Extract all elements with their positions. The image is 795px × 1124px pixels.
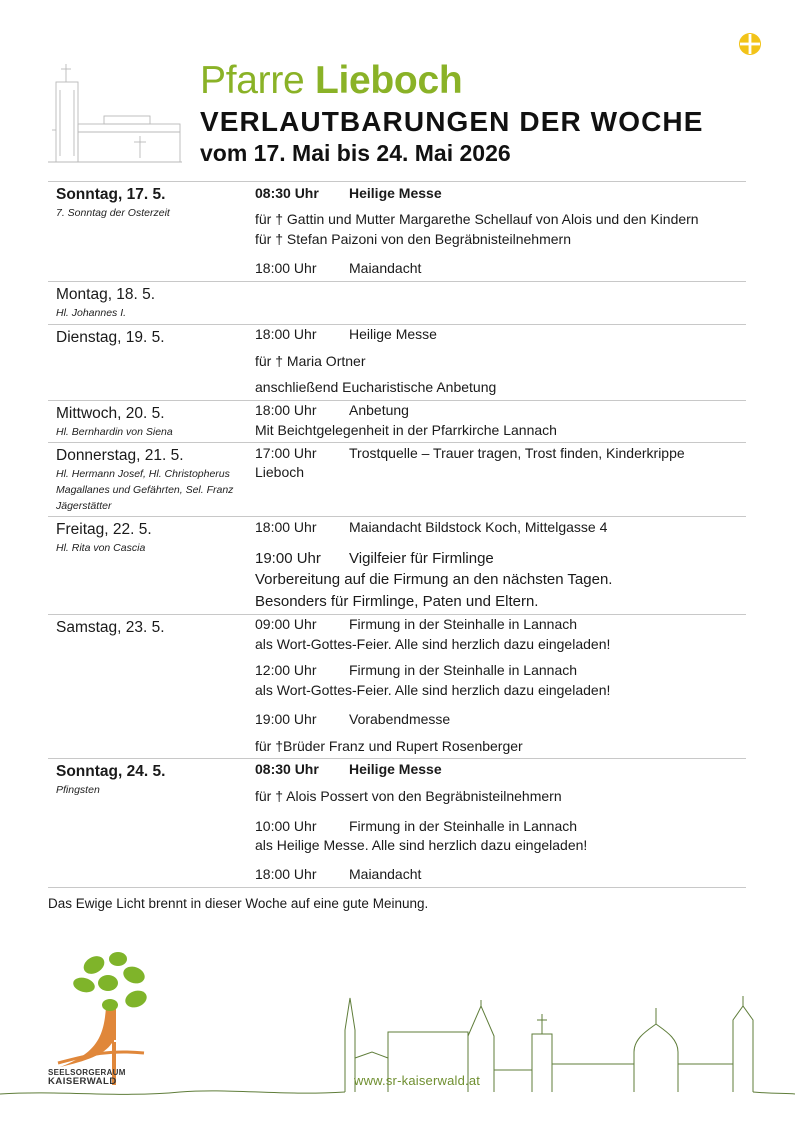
event-line (255, 210, 699, 229)
event-time: 09:00 Uhr (255, 616, 317, 632)
weekly-schedule (48, 181, 746, 888)
event-time: 18:00 Uhr (255, 402, 317, 418)
day-note: Pfingsten (56, 784, 100, 796)
day-note: Hl. Bernhardin von Siena (56, 426, 173, 438)
event-text: Maiandacht (349, 260, 422, 276)
day-name: Dienstag, 19. 5. (56, 329, 165, 346)
event-time: 19:00 Uhr (255, 711, 317, 727)
parish-name: Lieboch (314, 59, 463, 102)
event-line (255, 760, 442, 779)
event-line (255, 518, 607, 537)
day-row (48, 182, 746, 282)
event-line (255, 378, 496, 397)
event-text: Trostquelle – Trauer tragen, Trost finden, Kinderkrippe (349, 445, 685, 461)
day-label (56, 446, 246, 514)
event-text: Lieboch (255, 464, 305, 480)
event-text: Mit Beichtgelegenheit in der Pfarrkirche Lannach (255, 422, 557, 438)
event-text: Maiandacht (349, 866, 422, 882)
day-label (56, 520, 246, 556)
event-time: 18:00 Uhr (255, 866, 317, 882)
event-text: Firmung in der Steinhalle in Lannach (349, 616, 578, 632)
event-text: für †Brüder Franz und Rupert Rosenberger (255, 738, 523, 754)
day-label (56, 404, 246, 440)
event-line (255, 615, 577, 634)
day-name: Montag, 18. 5. (56, 286, 156, 303)
event-line (255, 592, 538, 611)
event-line (255, 710, 450, 729)
event-time: 18:00 Uhr (255, 326, 317, 342)
event-line (255, 661, 577, 680)
parish-title (200, 58, 760, 104)
event-time: 12:00 Uhr (255, 662, 317, 678)
day-label (56, 328, 246, 348)
event-time: 10:00 Uhr (255, 818, 317, 834)
website-link[interactable]: www.sr-kaiserwald.at (354, 1073, 481, 1088)
diocese-emblem-icon (738, 32, 762, 56)
event-text: Firmung in der Steinhalle in Lannach (349, 818, 578, 834)
event-time: 19:00 Uhr (255, 550, 321, 567)
church-sketch-icon (48, 60, 182, 166)
date-range: vom 17. Mai bis 24. Mai 2026 (200, 140, 511, 166)
event-text: Heilige Messe (349, 761, 442, 777)
event-text: Heilige Messe (349, 185, 442, 201)
event-text: Besonders für Firmlinge, Paten und Eltern. (255, 593, 539, 610)
event-line (255, 549, 494, 568)
day-name: Sonntag, 24. 5. (56, 763, 166, 780)
day-note: Hl. Johannes I. (56, 307, 127, 319)
event-line (255, 836, 587, 855)
event-text: Vorabendmesse (349, 711, 451, 727)
event-time: 08:30 Uhr (255, 185, 319, 201)
event-text: für † Maria Ortner (255, 353, 366, 369)
event-line (255, 352, 365, 371)
event-text: Heilige Messe (349, 326, 437, 342)
event-line (255, 230, 571, 249)
day-name: Donnerstag, 21. 5. (56, 447, 184, 464)
day-row (48, 401, 746, 443)
parish-prefix: Pfarre (200, 59, 305, 102)
event-line (255, 817, 577, 836)
day-label (56, 618, 246, 638)
day-note: Hl. Rita von Cascia (56, 542, 146, 554)
day-name: Sonntag, 17. 5. (56, 186, 166, 203)
event-text: Firmung in der Steinhalle in Lannach (349, 662, 578, 678)
day-row (48, 282, 746, 325)
event-line (255, 325, 437, 344)
event-line (255, 421, 557, 440)
event-text: für † Alois Possert von den Begräbnisteilnehmern (255, 788, 562, 804)
event-text: Maiandacht Bildstock Koch, Mittelgasse 4 (349, 519, 608, 535)
day-name: Freitag, 22. 5. (56, 521, 152, 538)
day-row (48, 443, 746, 517)
event-line (255, 635, 610, 654)
event-text: für † Stefan Paizoni von den Begräbnisteilnehmern (255, 231, 571, 247)
day-row (48, 759, 746, 888)
day-row (48, 517, 746, 615)
event-line (255, 681, 610, 700)
event-time: 18:00 Uhr (255, 519, 317, 535)
event-time: 17:00 Uhr (255, 445, 317, 461)
event-time: 08:30 Uhr (255, 761, 319, 777)
day-note: 7. Sonntag der Osterzeit (56, 207, 170, 219)
event-line (255, 184, 442, 203)
event-line (255, 737, 523, 756)
event-text: Vigilfeier für Firmlinge (349, 550, 494, 567)
event-time: 18:00 Uhr (255, 260, 317, 276)
day-label (56, 762, 246, 798)
event-text: Anbetung (349, 402, 409, 418)
day-row (48, 325, 746, 401)
page-title: VERLAUTBARUNGEN DER WOCHE (200, 106, 704, 137)
event-text: anschließend Eucharistische Anbetung (255, 379, 497, 395)
event-text: für † Gattin und Mutter Margarethe Schellauf von Alois und den Kindern (255, 211, 699, 227)
day-label (56, 285, 246, 321)
day-name: Mittwoch, 20. 5. (56, 405, 165, 422)
logo-line-1: SEELSORGERAUM (48, 1068, 126, 1077)
day-name: Samstag, 23. 5. (56, 619, 165, 636)
event-line (255, 570, 612, 589)
event-line (255, 259, 421, 278)
event-text: als Wort-Gottes-Feier. Alle sind herzlich dazu eingeladen! (255, 682, 611, 698)
event-text: als Wort-Gottes-Feier. Alle sind herzlich dazu eingeladen! (255, 636, 611, 652)
day-row (48, 615, 746, 759)
logo-line-2: KAISERWALD (48, 1076, 117, 1087)
event-line (255, 401, 409, 420)
event-text: als Heilige Messe. Alle sind herzlich dazu eingeladen! (255, 837, 588, 853)
title-block (200, 58, 760, 168)
day-note: Hl. Hermann Josef, Hl. Christopherus Magallanes und Gefährten, Sel. Franz Jägerstätter (56, 468, 234, 512)
footer-note: Das Ewige Licht brennt in dieser Woche auf eine gute Meinung. (48, 896, 429, 911)
event-text: Vorbereitung auf die Firmung an den nächsten Tagen. (255, 571, 613, 588)
event-line (255, 787, 562, 806)
day-label (56, 185, 246, 221)
event-line (255, 444, 685, 463)
logo-wordmark (48, 1068, 126, 1086)
event-line (255, 463, 304, 482)
event-line (255, 865, 421, 884)
